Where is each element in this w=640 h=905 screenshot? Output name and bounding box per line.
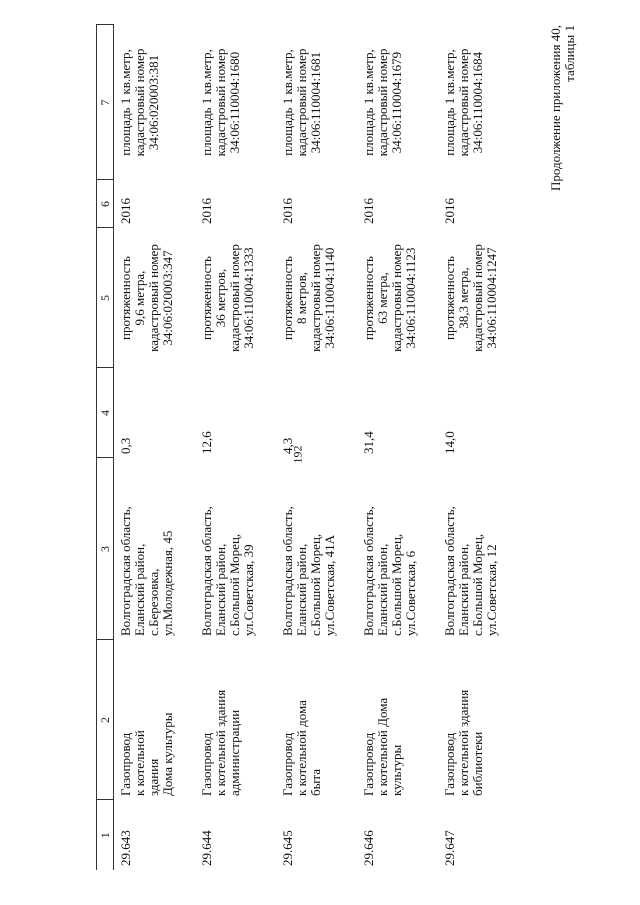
cell-line: 2016 (198, 198, 214, 224)
cell-line: кадастровый номер (374, 48, 390, 157)
cell-line: протяженность (279, 256, 295, 340)
cell-line: ул.Советская, 12 (483, 544, 499, 636)
cell-line: 2016 (279, 198, 295, 224)
cell-line: Волгоградская область, (441, 506, 457, 636)
header-col-3: 3 (97, 458, 114, 640)
cell-line: здания (146, 758, 161, 796)
cell-line: протяженность (360, 256, 376, 340)
cell-line: 36 метров, (212, 268, 228, 328)
table-row (357, 25, 438, 870)
cell-object-name (195, 640, 276, 800)
cell-object-name (438, 640, 519, 800)
cell-line: протяженность (118, 256, 133, 340)
cell-line: к котельной здания (212, 689, 228, 796)
cell-object-name (114, 640, 195, 800)
cell-line: 2016 (441, 198, 457, 224)
cell-address (195, 458, 276, 640)
cell-line: к котельной Дома (374, 697, 390, 796)
cell-extent (114, 228, 195, 368)
cell-value (276, 368, 357, 458)
cell-line: с.Березовка, (146, 568, 161, 636)
cell-line: площадь 1 кв.метр, (441, 49, 457, 156)
table-header-row (97, 25, 114, 870)
table-row (195, 25, 276, 870)
header-col-7: 7 (97, 25, 114, 180)
cell-object-name (357, 640, 438, 800)
page-number: 192 (290, 445, 305, 464)
cell-line: 31,4 (360, 431, 376, 454)
cell-line: протяженность (198, 256, 214, 340)
cell-line: площадь 1 кв.метр, (360, 49, 376, 156)
cell-line: кадастровый номер (307, 244, 323, 352)
cell-line: администрации (226, 709, 242, 796)
cell-year (276, 180, 357, 228)
cell-line: 34:06:110004:1684 (469, 51, 485, 154)
cell-line: площадь 1 кв.метр, (279, 49, 295, 156)
cell-year (195, 180, 276, 228)
cell-line: 8 метров, (293, 272, 309, 324)
cell-year (114, 180, 195, 228)
cell-line: 34:06:110004:1679 (388, 51, 404, 154)
cell-line: Волгоградская область, (198, 506, 214, 636)
cell-line: Газопровод (279, 732, 295, 796)
cell-line: к котельной здания (455, 689, 471, 796)
cell-line: 29.645 (279, 830, 295, 866)
cell-line: кадастровый номер (469, 244, 485, 352)
table-row (114, 25, 195, 870)
table-body (114, 25, 519, 870)
cell-line: 2016 (118, 198, 133, 224)
table-caption (549, 25, 577, 280)
cell-line: 34:06:110004:1123 (402, 247, 418, 349)
caption-line-1: Продолжение приложения 40, (548, 25, 563, 192)
cell-line: 34:06:110004:1681 (307, 51, 323, 154)
cell-line: Волгоградская область, (279, 506, 295, 636)
cell-number (438, 800, 519, 870)
cell-line: кадастровый номер (146, 244, 161, 352)
rotated-landscape-content (96, 20, 596, 880)
cell-extent (438, 228, 519, 368)
cell-line: площадь 1 кв.метр, (118, 49, 133, 156)
cell-line: 29.643 (118, 830, 133, 866)
cell-line: библиотеки (469, 731, 485, 796)
caption-line-2: таблицы 1 (562, 25, 577, 82)
cell-number (114, 800, 195, 870)
cell-line: 34:06:020003:347 (160, 250, 175, 346)
cell-line: 34:06:110004:1333 (240, 247, 256, 349)
cell-line: 2016 (360, 198, 376, 224)
cell-line: ул.Советская, 41А (321, 534, 337, 636)
cell-line: Еланский район, (374, 543, 390, 636)
cell-year (357, 180, 438, 228)
cell-line: кадастровый номер (455, 48, 471, 157)
cell-value (357, 368, 438, 458)
cell-line: площадь 1 кв.метр, (198, 49, 214, 156)
cell-line: ул.Молодежная, 45 (160, 530, 175, 636)
cell-object-name (276, 640, 357, 800)
cell-line: с.Большой Морец, (226, 533, 242, 636)
cell-land (114, 25, 195, 180)
cell-line: с.Большой Морец, (469, 533, 485, 636)
cell-address (276, 458, 357, 640)
cell-land (276, 25, 357, 180)
property-table (96, 25, 519, 871)
cell-line: кадастровый номер (212, 48, 228, 157)
cell-line: 4,3 (279, 437, 295, 454)
cell-line: Волгоградская область, (118, 506, 133, 636)
header-col-1: 1 (97, 800, 114, 870)
cell-line: 38,3 метра, (455, 267, 471, 329)
cell-line: с.Большой Морец, (307, 533, 323, 636)
cell-line: протяженность (441, 256, 457, 340)
cell-line: 29.647 (441, 830, 457, 866)
cell-line: кадастровый номер (132, 48, 147, 157)
cell-address (357, 458, 438, 640)
cell-value (114, 368, 195, 458)
cell-extent (357, 228, 438, 368)
cell-line: 34:06:110004:1140 (321, 247, 337, 349)
cell-line: Газопровод (118, 732, 133, 796)
cell-line: 14,0 (441, 431, 457, 454)
cell-line: к котельной дома (293, 700, 309, 796)
cell-line: Газопровод (198, 732, 214, 796)
cell-value (195, 368, 276, 458)
cell-line: Газопровод (360, 732, 376, 796)
cell-line: 29.644 (198, 830, 214, 866)
cell-line: 34:06:110004:1247 (483, 247, 499, 349)
cell-year (438, 180, 519, 228)
table-row (438, 25, 519, 870)
cell-line: Еланский район, (212, 543, 228, 636)
cell-line: Газопровод (441, 732, 457, 796)
cell-line: кадастровый номер (226, 244, 242, 352)
cell-line: культуры (388, 744, 404, 796)
cell-line: 34:06:110004:1680 (226, 51, 242, 154)
cell-line: Еланский район, (455, 543, 471, 636)
cell-number (276, 800, 357, 870)
cell-line: 9,6 метра, (132, 270, 147, 326)
cell-number (357, 800, 438, 870)
table-row (276, 25, 357, 870)
cell-address (438, 458, 519, 640)
cell-value (438, 368, 519, 458)
cell-line: Еланский район, (293, 543, 309, 636)
cell-line: с.Большой Морец, (388, 533, 404, 636)
cell-line: Еланский район, (132, 543, 147, 636)
cell-address (114, 458, 195, 640)
cell-extent (195, 228, 276, 368)
cell-line: ул.Советская, 39 (240, 544, 256, 636)
cell-extent (276, 228, 357, 368)
cell-line: 0,3 (118, 437, 133, 454)
cell-land (357, 25, 438, 180)
header-col-4: 4 (97, 368, 114, 458)
cell-line: ул.Советская, 6 (402, 550, 418, 636)
cell-land (438, 25, 519, 180)
header-col-5: 5 (97, 228, 114, 368)
cell-line: 29.646 (360, 830, 376, 866)
cell-line: кадастровый номер (293, 48, 309, 157)
cell-line: 34:06:020003:381 (146, 54, 161, 151)
cell-line: быта (307, 769, 323, 796)
header-col-2: 2 (97, 640, 114, 800)
cell-line: Волгоградская область, (360, 506, 376, 636)
cell-line: Дома культуры (160, 712, 175, 796)
cell-line: кадастровый номер (388, 244, 404, 352)
cell-number (195, 800, 276, 870)
cell-line: к котельной (132, 730, 147, 796)
cell-land (195, 25, 276, 180)
cell-line: 63 метра, (374, 272, 390, 324)
header-col-6: 6 (97, 180, 114, 228)
cell-line: 12,6 (198, 431, 214, 454)
